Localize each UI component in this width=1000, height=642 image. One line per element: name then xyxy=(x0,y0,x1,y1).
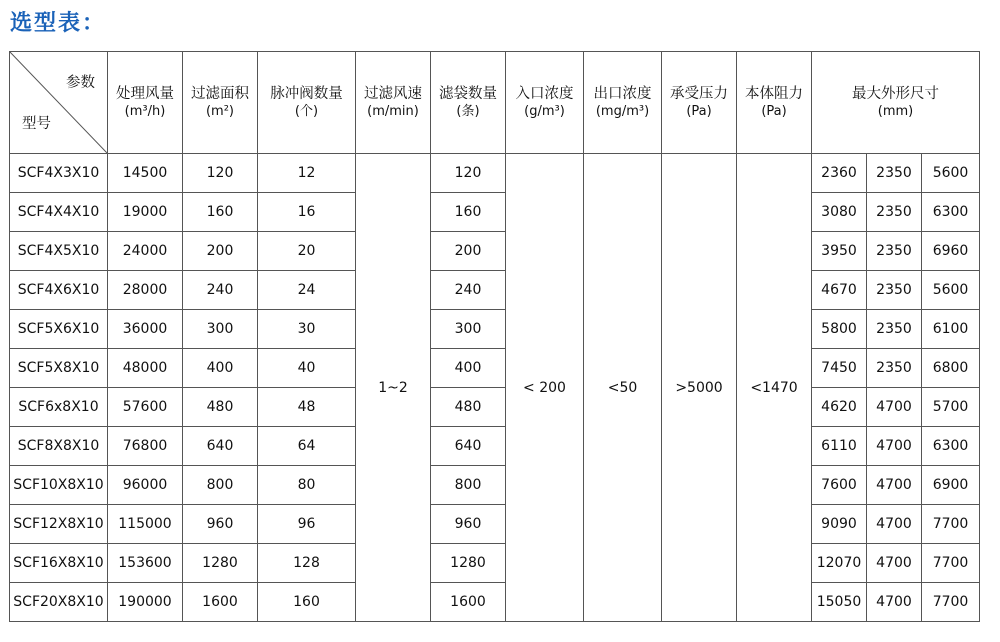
bag-count-cell: 160 xyxy=(431,193,506,232)
dimension-length-cell: 3950 xyxy=(812,232,867,271)
table-row xyxy=(10,271,980,310)
dimension-length-cell: 3080 xyxy=(812,193,867,232)
dimension-width-cell: 2350 xyxy=(867,232,922,271)
dimension-height-cell: 6900 xyxy=(922,466,980,505)
dimension-width-cell: 4700 xyxy=(867,505,922,544)
dimension-length-cell: 9090 xyxy=(812,505,867,544)
dimension-length-cell: 6110 xyxy=(812,427,867,466)
header-filter-area: 过滤面积 (m²) xyxy=(183,52,258,154)
bag-count-cell: 300 xyxy=(431,310,506,349)
model-cell: SCF16X8X10 xyxy=(10,544,108,583)
model-cell: SCF5X8X10 xyxy=(10,349,108,388)
dimension-width-cell: 2350 xyxy=(867,349,922,388)
filter-area-cell: 1600 xyxy=(183,583,258,622)
valve-count-cell: 80 xyxy=(258,466,356,505)
airflow-cell: 36000 xyxy=(108,310,183,349)
model-cell: SCF10X8X10 xyxy=(10,466,108,505)
filter-speed-cell: 1~2 xyxy=(356,154,431,622)
filter-area-cell: 120 xyxy=(183,154,258,193)
header-inlet-concentration: 入口浓度 (g/m³) xyxy=(506,52,584,154)
table-row xyxy=(10,310,980,349)
bag-count-cell: 1600 xyxy=(431,583,506,622)
table-row xyxy=(10,232,980,271)
dimension-length-cell: 7450 xyxy=(812,349,867,388)
bag-count-cell: 640 xyxy=(431,427,506,466)
header-resistance: 本体阻力 (Pa) xyxy=(737,52,812,154)
bag-count-cell: 200 xyxy=(431,232,506,271)
filter-area-cell: 240 xyxy=(183,271,258,310)
airflow-cell: 153600 xyxy=(108,544,183,583)
airflow-cell: 96000 xyxy=(108,466,183,505)
header-filter-speed: 过滤风速 (m/min) xyxy=(356,52,431,154)
table-body xyxy=(10,154,980,622)
airflow-cell: 57600 xyxy=(108,388,183,427)
dimension-width-cell: 4700 xyxy=(867,583,922,622)
selection-table xyxy=(9,51,980,622)
header-outlet-concentration: 出口浓度 (mg/m³) xyxy=(584,52,662,154)
corner-header xyxy=(10,52,108,154)
valve-count-cell: 40 xyxy=(258,349,356,388)
model-cell: SCF4X4X10 xyxy=(10,193,108,232)
filter-area-cell: 1280 xyxy=(183,544,258,583)
filter-area-cell: 640 xyxy=(183,427,258,466)
header-pressure: 承受压力 (Pa) xyxy=(662,52,737,154)
header-max-dimensions: 最大外形尺寸 (mm) xyxy=(812,52,980,154)
table-row xyxy=(10,193,980,232)
airflow-cell: 28000 xyxy=(108,271,183,310)
dimension-width-cell: 2350 xyxy=(867,193,922,232)
valve-count-cell: 20 xyxy=(258,232,356,271)
bag-count-cell: 120 xyxy=(431,154,506,193)
valve-count-cell: 12 xyxy=(258,154,356,193)
dimension-height-cell: 5600 xyxy=(922,271,980,310)
header-row xyxy=(10,52,980,154)
dimension-height-cell: 6300 xyxy=(922,193,980,232)
inlet-concentration-cell: < 200 xyxy=(506,154,584,622)
model-cell: SCF20X8X10 xyxy=(10,583,108,622)
table-row xyxy=(10,349,980,388)
table-row xyxy=(10,388,980,427)
dimension-length-cell: 4670 xyxy=(812,271,867,310)
bag-count-cell: 800 xyxy=(431,466,506,505)
dimension-width-cell: 4700 xyxy=(867,466,922,505)
model-cell: SCF12X8X10 xyxy=(10,505,108,544)
table-row xyxy=(10,154,980,193)
airflow-cell: 19000 xyxy=(108,193,183,232)
bag-count-cell: 400 xyxy=(431,349,506,388)
model-cell: SCF8X8X10 xyxy=(10,427,108,466)
dimension-length-cell: 4620 xyxy=(812,388,867,427)
dimension-length-cell: 5800 xyxy=(812,310,867,349)
resistance-cell: <1470 xyxy=(737,154,812,622)
dimension-height-cell: 5600 xyxy=(922,154,980,193)
airflow-cell: 190000 xyxy=(108,583,183,622)
dimension-height-cell: 6100 xyxy=(922,310,980,349)
dimension-width-cell: 2350 xyxy=(867,271,922,310)
filter-area-cell: 960 xyxy=(183,505,258,544)
dimension-length-cell: 2360 xyxy=(812,154,867,193)
dimension-height-cell: 7700 xyxy=(922,544,980,583)
dimension-width-cell: 4700 xyxy=(867,544,922,583)
airflow-cell: 115000 xyxy=(108,505,183,544)
valve-count-cell: 30 xyxy=(258,310,356,349)
valve-count-cell: 128 xyxy=(258,544,356,583)
airflow-cell: 24000 xyxy=(108,232,183,271)
corner-label-params: 参数 xyxy=(66,75,95,91)
filter-area-cell: 200 xyxy=(183,232,258,271)
table-row xyxy=(10,544,980,583)
filter-area-cell: 300 xyxy=(183,310,258,349)
dimension-width-cell: 2350 xyxy=(867,310,922,349)
bag-count-cell: 240 xyxy=(431,271,506,310)
dimension-width-cell: 2350 xyxy=(867,154,922,193)
header-valve-count: 脉冲阀数量 (个) xyxy=(258,52,356,154)
airflow-cell: 14500 xyxy=(108,154,183,193)
dimension-height-cell: 6960 xyxy=(922,232,980,271)
table-row xyxy=(10,505,980,544)
table-row xyxy=(10,427,980,466)
pressure-cell: >5000 xyxy=(662,154,737,622)
filter-area-cell: 480 xyxy=(183,388,258,427)
valve-count-cell: 160 xyxy=(258,583,356,622)
dimension-length-cell: 12070 xyxy=(812,544,867,583)
dimension-length-cell: 7600 xyxy=(812,466,867,505)
outlet-concentration-cell: <50 xyxy=(584,154,662,622)
valve-count-cell: 96 xyxy=(258,505,356,544)
dimension-width-cell: 4700 xyxy=(867,427,922,466)
filter-area-cell: 400 xyxy=(183,349,258,388)
table-row xyxy=(10,583,980,622)
model-cell: SCF6x8X10 xyxy=(10,388,108,427)
dimension-height-cell: 6300 xyxy=(922,427,980,466)
bag-count-cell: 1280 xyxy=(431,544,506,583)
dimension-height-cell: 6800 xyxy=(922,349,980,388)
corner-label-model: 型号 xyxy=(22,116,51,132)
bag-count-cell: 960 xyxy=(431,505,506,544)
airflow-cell: 76800 xyxy=(108,427,183,466)
model-cell: SCF5X6X10 xyxy=(10,310,108,349)
dimension-length-cell: 15050 xyxy=(812,583,867,622)
header-airflow: 处理风量 (m³/h) xyxy=(108,52,183,154)
header-bag-count: 滤袋数量 (条) xyxy=(431,52,506,154)
valve-count-cell: 64 xyxy=(258,427,356,466)
airflow-cell: 48000 xyxy=(108,349,183,388)
dimension-height-cell: 7700 xyxy=(922,583,980,622)
model-cell: SCF4X6X10 xyxy=(10,271,108,310)
filter-area-cell: 800 xyxy=(183,466,258,505)
filter-area-cell: 160 xyxy=(183,193,258,232)
bag-count-cell: 480 xyxy=(431,388,506,427)
valve-count-cell: 24 xyxy=(258,271,356,310)
table-row xyxy=(10,466,980,505)
diagonal-divider xyxy=(10,52,107,153)
dimension-width-cell: 4700 xyxy=(867,388,922,427)
valve-count-cell: 16 xyxy=(258,193,356,232)
page-title: 选型表： xyxy=(10,11,107,36)
valve-count-cell: 48 xyxy=(258,388,356,427)
model-cell: SCF4X3X10 xyxy=(10,154,108,193)
dimension-height-cell: 5700 xyxy=(922,388,980,427)
model-cell: SCF4X5X10 xyxy=(10,232,108,271)
dimension-height-cell: 7700 xyxy=(922,505,980,544)
